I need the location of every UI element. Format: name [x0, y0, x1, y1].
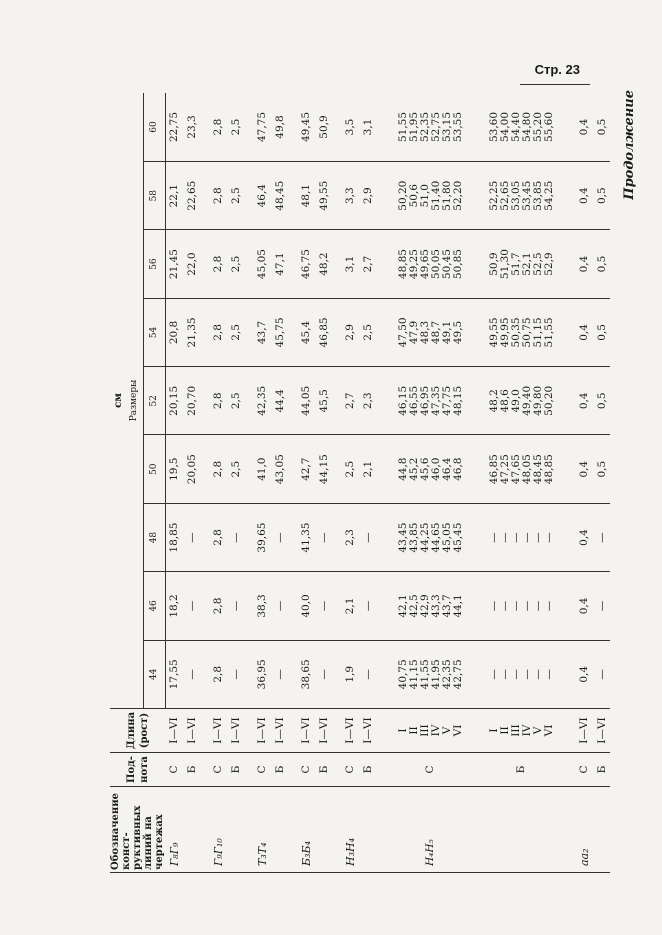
value-cell: 2,5 — [228, 230, 246, 298]
value-cell: 41,35 — [297, 503, 315, 571]
length-cell: I—VI — [341, 709, 359, 753]
value-cell: — — [593, 503, 610, 571]
table-row — [359, 93, 377, 873]
value-cell: 2,8 — [210, 93, 228, 162]
gap-cell — [568, 93, 576, 162]
value-cell: 41,0 — [254, 435, 272, 503]
value-cell: 53,60 54,00 54,40 54,80 55,20 55,60 — [476, 93, 567, 162]
length-header: Длина (рост) — [110, 709, 165, 753]
value-cell: — — [359, 503, 377, 571]
value-cell: — — [271, 503, 289, 571]
gap-cell — [377, 298, 385, 366]
value-cell: — — [315, 640, 333, 708]
gap-cell — [377, 640, 385, 708]
value-cell: 22,75 — [165, 93, 184, 162]
value-cell: 2,9 — [341, 298, 359, 366]
length-cell: I II III IV V VI — [476, 709, 567, 753]
value-cell: — — [228, 503, 246, 571]
value-cell: 2,1 — [341, 572, 359, 640]
value-cell: 21,35 — [184, 298, 202, 366]
value-cell: 2,8 — [210, 640, 228, 708]
length-cell: I—VI — [297, 709, 315, 753]
value-cell: 36,95 — [254, 640, 272, 708]
value-cell: 0,5 — [593, 298, 610, 366]
value-cell: — — [315, 503, 333, 571]
sizes-header: Размеры — [126, 93, 143, 709]
value-cell: 22,1 — [165, 162, 184, 230]
row-gap — [289, 93, 297, 873]
size-header-cell: 54 — [143, 298, 165, 366]
gap-cell — [202, 298, 210, 366]
subgroup-cell: Б — [359, 753, 377, 787]
value-cell: 2,8 — [210, 162, 228, 230]
value-cell: 48,1 — [297, 162, 315, 230]
length-cell: I—VI — [271, 709, 289, 753]
table-row — [271, 93, 289, 873]
length-cell: I—VI — [210, 709, 228, 753]
value-cell: 39,65 — [254, 503, 272, 571]
value-cell: 49,45 — [297, 93, 315, 162]
gap-cell — [202, 709, 210, 753]
value-cell: 1,9 — [341, 640, 359, 708]
value-cell: 2,5 — [228, 367, 246, 435]
table-row — [254, 93, 272, 873]
value-cell: 0,4 — [576, 93, 594, 162]
value-cell: 47,50 47,9 48,3 48,7 49,1 49,5 — [385, 298, 476, 366]
gap-cell — [377, 787, 385, 873]
value-cell: 20,15 — [165, 367, 184, 435]
gap-cell — [246, 503, 254, 571]
gap-cell — [377, 93, 385, 162]
designation-cell — [184, 787, 202, 873]
size-header-cell: 46 — [143, 572, 165, 640]
gap-cell — [568, 753, 576, 787]
designation-cell — [315, 787, 333, 873]
designation-cell — [476, 787, 567, 873]
length-cell: I—VI — [184, 709, 202, 753]
value-cell: 3,1 — [359, 93, 377, 162]
value-cell: 46,75 — [297, 230, 315, 298]
value-cell: 0,4 — [576, 162, 594, 230]
value-cell: 3,3 — [341, 162, 359, 230]
value-cell: 0,5 — [593, 162, 610, 230]
value-cell: 3,5 — [341, 93, 359, 162]
value-cell: 18,85 — [165, 503, 184, 571]
gap-cell — [202, 640, 210, 708]
table-row — [593, 93, 610, 873]
gap-cell — [246, 230, 254, 298]
length-cell: I—VI — [576, 709, 594, 753]
value-cell: 43,45 43,85 44,25 44,65 45,05 45,45 — [385, 503, 476, 571]
designation-cell: Г₈Г₉ — [165, 787, 184, 873]
value-cell: 20,8 — [165, 298, 184, 366]
gap-cell — [246, 298, 254, 366]
value-cell: — — [315, 572, 333, 640]
designation-cell: Б₃Б₄ — [297, 787, 315, 873]
gap-cell — [246, 435, 254, 503]
value-cell: 45,05 — [254, 230, 272, 298]
value-cell: 3,1 — [341, 230, 359, 298]
gap-cell — [377, 162, 385, 230]
designation-cell: Г₉Г₁₀ — [210, 787, 228, 873]
designation-header: Обозначение конст-руктивных линий на чертежах — [110, 787, 165, 873]
value-cell: 40,75 41,15 41,55 41,95 42,35 42,75 — [385, 640, 476, 708]
gap-cell — [377, 435, 385, 503]
value-cell: 0,5 — [593, 435, 610, 503]
designation-cell — [271, 787, 289, 873]
subgroup-cell: С — [254, 753, 272, 787]
value-cell: 44,05 — [297, 367, 315, 435]
table-row — [315, 93, 333, 873]
value-cell: 2,5 — [228, 298, 246, 366]
value-cell: 2,1 — [359, 435, 377, 503]
gap-cell — [289, 709, 297, 753]
gap-cell — [289, 162, 297, 230]
gap-cell — [289, 787, 297, 873]
value-cell: 2,8 — [210, 435, 228, 503]
row-gap — [202, 93, 210, 873]
table-row — [385, 93, 476, 873]
table-container — [110, 93, 610, 873]
sizes-table — [110, 93, 610, 873]
length-cell: I II III IV V VI — [385, 709, 476, 753]
gap-cell — [289, 572, 297, 640]
subgroup-cell: Б — [593, 753, 610, 787]
designation-cell: Н₃Н₄ — [341, 787, 359, 873]
unit-header: см — [110, 93, 126, 709]
subgroup-cell: С — [576, 753, 594, 787]
value-cell: 48,2 48,6 49,0 49,40 49,80 50,20 — [476, 367, 567, 435]
value-cell: 46,85 — [315, 298, 333, 366]
value-cell: 21,45 — [165, 230, 184, 298]
gap-cell — [246, 572, 254, 640]
value-cell: 48,45 — [271, 162, 289, 230]
gap-cell — [568, 162, 576, 230]
designation-cell: аа₂ — [576, 787, 594, 873]
subgroup-cell: Б — [315, 753, 333, 787]
gap-cell — [333, 709, 341, 753]
designation-cell — [359, 787, 377, 873]
gap-cell — [568, 298, 576, 366]
value-cell: 52,25 52,65 53,05 53,45 53,85 54,25 — [476, 162, 567, 230]
subgroup-header: Под-нота — [110, 753, 165, 787]
gap-cell — [333, 503, 341, 571]
gap-cell — [289, 753, 297, 787]
gap-cell — [333, 787, 341, 873]
subgroup-cell: Б — [271, 753, 289, 787]
value-cell: 45,75 — [271, 298, 289, 366]
table-row — [184, 93, 202, 873]
designation-cell: Т₃Т₄ — [254, 787, 272, 873]
value-cell: 0,4 — [576, 230, 594, 298]
gap-cell — [568, 435, 576, 503]
row-gap — [246, 93, 254, 873]
gap-cell — [202, 572, 210, 640]
gap-cell — [333, 640, 341, 708]
length-cell: I—VI — [593, 709, 610, 753]
size-header-cell: 60 — [143, 93, 165, 162]
table-row — [476, 93, 567, 873]
gap-cell — [377, 572, 385, 640]
gap-cell — [289, 435, 297, 503]
value-cell: 50,20 50,6 51,0 51,40 51,80 52,20 — [385, 162, 476, 230]
value-cell: 2,8 — [210, 298, 228, 366]
value-cell: — — [271, 640, 289, 708]
value-cell: — — [359, 572, 377, 640]
gap-cell — [377, 503, 385, 571]
gap-cell — [289, 367, 297, 435]
value-cell: — — [593, 640, 610, 708]
subgroup-cell: Б — [476, 753, 567, 787]
gap-cell — [289, 503, 297, 571]
value-cell: 47,75 — [254, 93, 272, 162]
value-cell: 19,5 — [165, 435, 184, 503]
value-cell: 0,5 — [593, 93, 610, 162]
designation-cell — [593, 787, 610, 873]
value-cell: 17,55 — [165, 640, 184, 708]
value-cell: 48,2 — [315, 230, 333, 298]
value-cell: 49,55 — [315, 162, 333, 230]
value-cell: 38,3 — [254, 572, 272, 640]
gap-cell — [333, 753, 341, 787]
value-cell: 0,4 — [576, 367, 594, 435]
gap-cell — [289, 230, 297, 298]
gap-cell — [202, 93, 210, 162]
value-cell: 20,05 — [184, 435, 202, 503]
value-cell: — — — — — — — [476, 503, 567, 571]
gap-cell — [202, 503, 210, 571]
value-cell: 2,5 — [228, 93, 246, 162]
value-cell: 0,5 — [593, 230, 610, 298]
value-cell: 18,2 — [165, 572, 184, 640]
gap-cell — [202, 162, 210, 230]
length-cell: I—VI — [254, 709, 272, 753]
value-cell: 40,0 — [297, 572, 315, 640]
gap-cell — [333, 162, 341, 230]
table-row — [210, 93, 228, 873]
gap-cell — [333, 298, 341, 366]
table-row — [165, 93, 184, 873]
value-cell: — — [228, 640, 246, 708]
subgroup-cell: Б — [228, 753, 246, 787]
value-cell: 2,3 — [341, 503, 359, 571]
gap-cell — [246, 162, 254, 230]
gap-cell — [568, 572, 576, 640]
value-cell: 22,65 — [184, 162, 202, 230]
row-gap — [568, 93, 576, 873]
value-cell: 0,4 — [576, 572, 594, 640]
value-cell: 49,8 — [271, 93, 289, 162]
size-header-cell: 48 — [143, 503, 165, 571]
value-cell: 38,65 — [297, 640, 315, 708]
value-cell: 2,7 — [359, 230, 377, 298]
value-cell: 2,8 — [210, 367, 228, 435]
gap-cell — [202, 435, 210, 503]
value-cell: 42,7 — [297, 435, 315, 503]
gap-cell — [246, 709, 254, 753]
gap-cell — [333, 367, 341, 435]
value-cell: 2,3 — [359, 367, 377, 435]
designation-cell: Н₄Н₅ — [385, 787, 476, 873]
gap-cell — [246, 787, 254, 873]
length-cell: I—VI — [165, 709, 184, 753]
size-header-cell: 58 — [143, 162, 165, 230]
subgroup-cell: Б — [184, 753, 202, 787]
value-cell: 47,1 — [271, 230, 289, 298]
value-cell: 49,55 49,95 50,35 50,75 51,15 51,55 — [476, 298, 567, 366]
value-cell: 23,3 — [184, 93, 202, 162]
gap-cell — [568, 503, 576, 571]
value-cell: — — [359, 640, 377, 708]
gap-cell — [202, 230, 210, 298]
value-cell: 48,85 49,25 49,65 50,05 50,45 50,85 — [385, 230, 476, 298]
value-cell: — — [184, 572, 202, 640]
length-cell: I—VI — [315, 709, 333, 753]
gap-cell — [377, 230, 385, 298]
value-cell: 45,4 — [297, 298, 315, 366]
gap-cell — [202, 367, 210, 435]
gap-cell — [333, 230, 341, 298]
value-cell: — — [184, 503, 202, 571]
table-row — [228, 93, 246, 873]
gap-cell — [202, 787, 210, 873]
value-cell: 2,5 — [341, 435, 359, 503]
size-header-cell: 56 — [143, 230, 165, 298]
value-cell: 0,5 — [593, 367, 610, 435]
gap-cell — [246, 753, 254, 787]
gap-cell — [289, 298, 297, 366]
page-number: Стр. 23 — [534, 62, 580, 77]
value-cell: 2,8 — [210, 572, 228, 640]
value-cell: 42,1 42,5 42,9 43,3 43,7 44,1 — [385, 572, 476, 640]
value-cell: 50,9 51,30 51,7 52,1 52,5 52,9 — [476, 230, 567, 298]
gap-cell — [377, 709, 385, 753]
value-cell: 46,4 — [254, 162, 272, 230]
length-cell: I—VI — [228, 709, 246, 753]
table-row — [297, 93, 315, 873]
value-cell: — — [184, 640, 202, 708]
value-cell: 2,9 — [359, 162, 377, 230]
gap-cell — [568, 787, 576, 873]
subgroup-cell: С — [210, 753, 228, 787]
subgroup-cell: С — [165, 753, 184, 787]
value-cell: — — [228, 572, 246, 640]
value-cell: 0,4 — [576, 503, 594, 571]
value-cell: 44,15 — [315, 435, 333, 503]
gap-cell — [333, 572, 341, 640]
length-cell: I—VI — [359, 709, 377, 753]
value-cell: 2,8 — [210, 503, 228, 571]
designation-cell — [228, 787, 246, 873]
size-header-cell: 44 — [143, 640, 165, 708]
value-cell: 2,5 — [228, 435, 246, 503]
subgroup-cell: С — [341, 753, 359, 787]
gap-cell — [246, 640, 254, 708]
divider — [520, 84, 590, 85]
gap-cell — [568, 640, 576, 708]
value-cell: 2,8 — [210, 230, 228, 298]
gap-cell — [568, 367, 576, 435]
gap-cell — [333, 93, 341, 162]
gap-cell — [246, 367, 254, 435]
gap-cell — [568, 709, 576, 753]
table-row — [341, 93, 359, 873]
gap-cell — [333, 435, 341, 503]
gap-cell — [568, 230, 576, 298]
gap-cell — [289, 93, 297, 162]
row-gap — [333, 93, 341, 873]
size-header-cell: 50 — [143, 435, 165, 503]
value-cell: 0,4 — [576, 298, 594, 366]
value-cell: 2,5 — [359, 298, 377, 366]
value-cell: 2,5 — [228, 162, 246, 230]
value-cell: — — — — — — — [476, 572, 567, 640]
value-cell: 43,7 — [254, 298, 272, 366]
row-gap — [377, 93, 385, 873]
table-row — [576, 93, 594, 873]
value-cell: 44,4 — [271, 367, 289, 435]
value-cell: 46,85 47,25 47,65 48,05 48,45 48,85 — [476, 435, 567, 503]
value-cell: 50,9 — [315, 93, 333, 162]
value-cell: 20,70 — [184, 367, 202, 435]
value-cell: 0,4 — [576, 640, 594, 708]
value-cell: 43,05 — [271, 435, 289, 503]
gap-cell — [202, 753, 210, 787]
subgroup-cell: С — [385, 753, 476, 787]
value-cell: 2,7 — [341, 367, 359, 435]
value-cell: 42,35 — [254, 367, 272, 435]
continuation-label: Продолжение — [622, 90, 637, 200]
value-cell: 44,8 45,2 45,6 46,0 46,4 46,8 — [385, 435, 476, 503]
gap-cell — [246, 93, 254, 162]
value-cell: 22,0 — [184, 230, 202, 298]
subgroup-cell: С — [297, 753, 315, 787]
value-cell: — — — — — — — [476, 640, 567, 708]
value-cell: 51,55 51,95 52,35 52,75 53,15 53,55 — [385, 93, 476, 162]
value-cell: 45,5 — [315, 367, 333, 435]
gap-cell — [377, 753, 385, 787]
size-header-cell: 52 — [143, 367, 165, 435]
value-cell: — — [271, 572, 289, 640]
rotated-table — [110, 93, 610, 873]
value-cell: 0,4 — [576, 435, 594, 503]
value-cell: 46,15 46,55 46,95 47,35 47,75 48,15 — [385, 367, 476, 435]
gap-cell — [289, 640, 297, 708]
value-cell: — — [593, 572, 610, 640]
gap-cell — [377, 367, 385, 435]
